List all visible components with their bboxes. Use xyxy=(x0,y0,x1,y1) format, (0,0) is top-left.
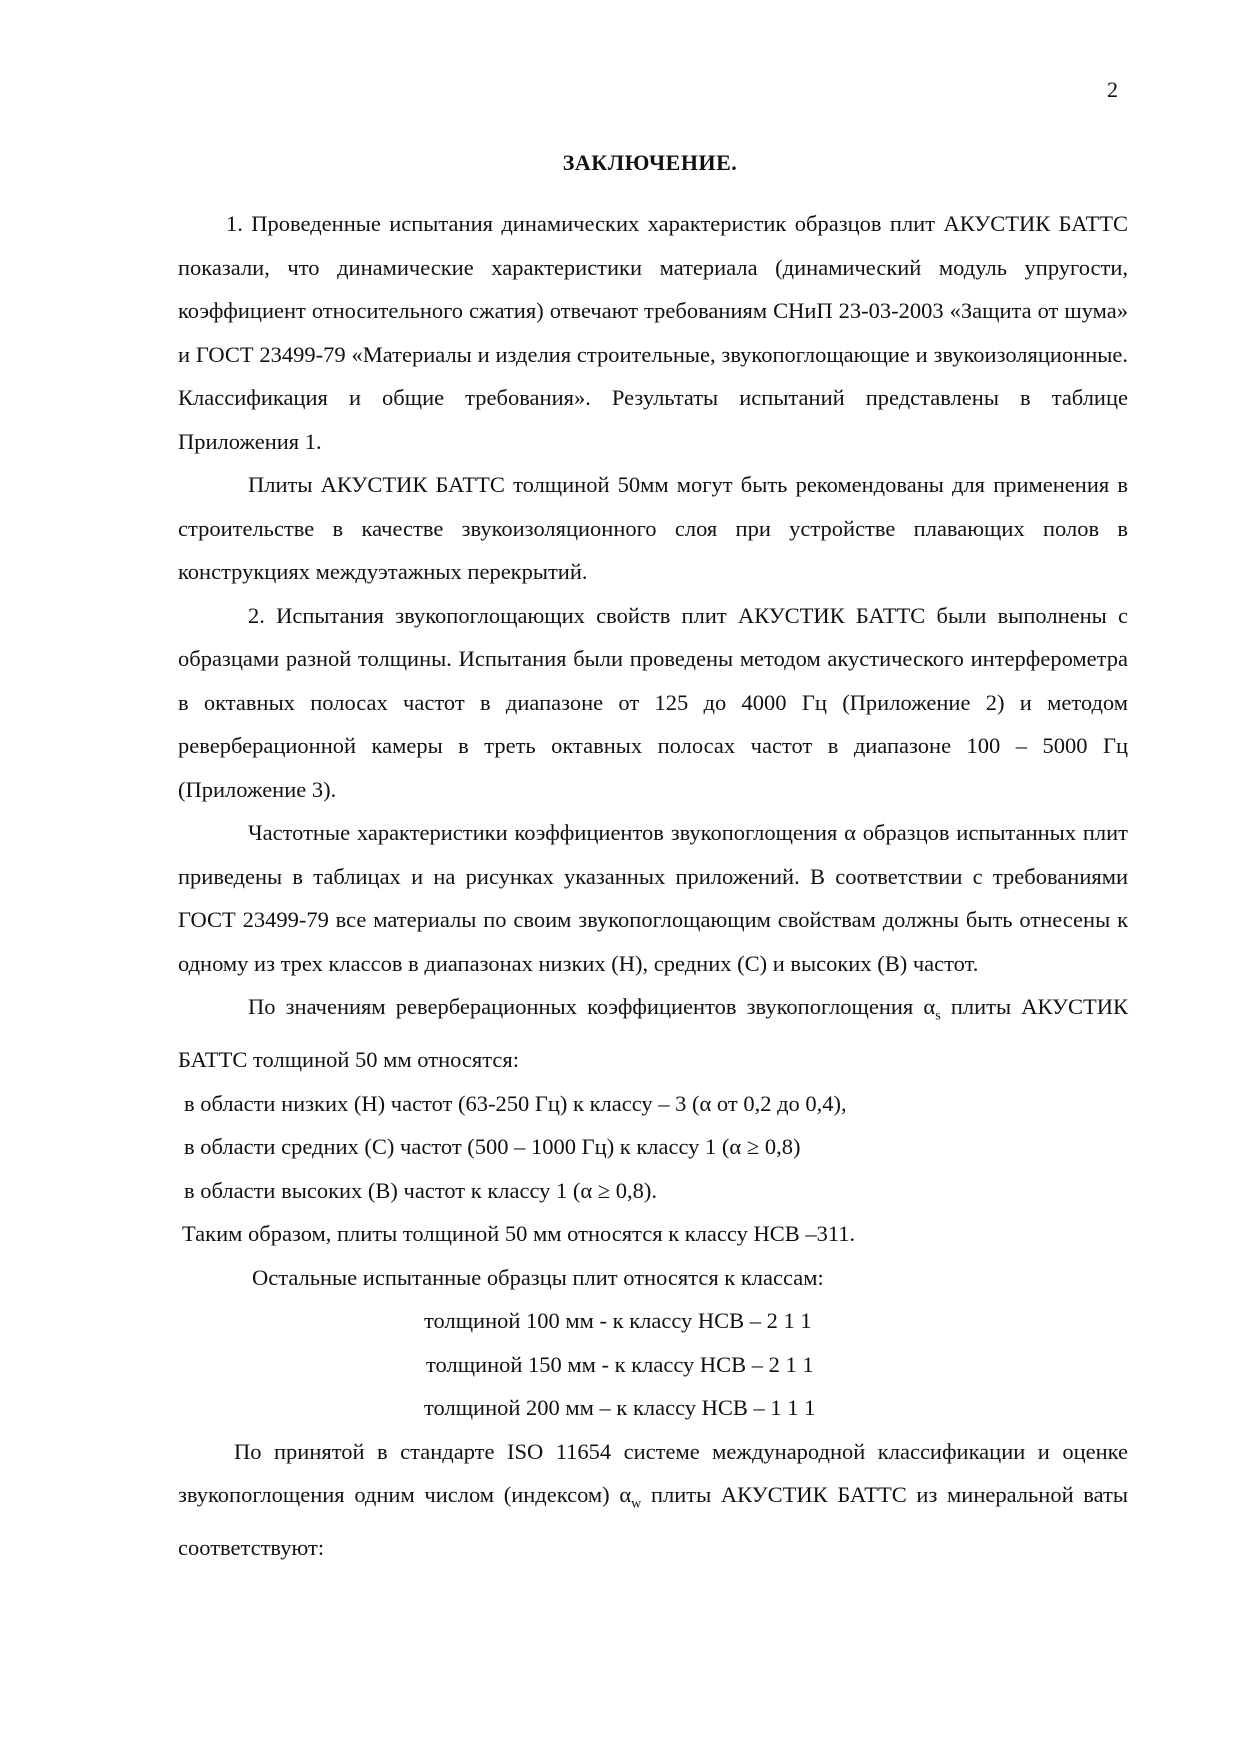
paragraph-absorption-tests: 2. Испытания звукопоглощающих свойств плит АКУСТИК БАТТС были выполнены с образцами разной толщины. Испытания были проведены методом акустического интерферометра в октавных полосах частот в диапазоне от 125 до 4000 Гц (Приложение 2) и методом реверберационной камеры в треть октавных полосах частот в диапазоне 100 – 5000 Гц (Приложение 3). xyxy=(178,602,1128,802)
iso-text-suffix: плиты АКУСТИК БАТТС из минеральной ваты соответствуют: xyxy=(178,1482,1128,1560)
class-line-100mm: толщиной 100 мм - к классу НСВ – 2 1 1 xyxy=(424,1308,812,1333)
line-summary-class: Таким образом, плиты толщиной 50 мм относятся к классу НСВ –311. xyxy=(182,1221,856,1246)
class-line-200mm: толщиной 200 мм – к классу НСВ – 1 1 1 xyxy=(424,1395,816,1420)
class-line-150mm: толщиной 150 мм - к классу НСВ – 2 1 1 xyxy=(426,1351,814,1377)
paragraph-iso-classification xyxy=(178,1430,1128,1570)
line-high-frequencies: в области высоких (В) частот к классу 1 (α ≥ 0,8). xyxy=(184,1177,658,1203)
line-low-frequencies: в области низких (Н) частот (63-250 Гц) к классу – 3 (α от 0,2 до 0,4), xyxy=(184,1090,847,1116)
iso-text-prefix: По принятой в стандарте ISO 11654 системе международной классификации и оценке звукопоглощения одним числом (индексом) α xyxy=(178,1438,1128,1507)
body-text xyxy=(178,202,1128,1570)
reverb-text-suffix: плиты АКУСТИК БАТТС толщиной 50 мм относятся: xyxy=(178,994,1128,1072)
alpha-s-subscript: s xyxy=(935,1008,941,1024)
paragraph-recommendation: Плиты АКУСТИК БАТТС толщиной 50мм могут быть рекомендованы для применения в строительстве в качестве звукоизоляционного слоя при устройстве плавающих полов в конструкциях междуэтажных перекрытий. xyxy=(178,472,1128,584)
reverb-text-prefix: По значениям реверберационных коэффициентов звукопоглощения α xyxy=(248,994,936,1019)
paragraph-reverb-coefficients xyxy=(178,985,1128,1082)
paragraph-frequency-characteristics: Частотные характеристики коэффициентов звукопоглощения α образцов испытанных плит приведены в таблицах и на рисунках указанных приложений. В соответствии с требованиями ГОСТ 23499-79 все материалы по своим звукопоглощающим свойствам должны быть отнесены к одному из трех классов в диапазонах низких (Н), средних (С) и высоких (В) частот. xyxy=(178,820,1128,976)
line-mid-frequencies: в области средних (С) частот (500 – 1000 Гц) к классу 1 (α ≥ 0,8) xyxy=(184,1134,801,1159)
page-title: ЗАКЛЮЧЕНИЕ. xyxy=(562,150,738,175)
line-other-samples: Остальные испытанные образцы плит относятся к классам: xyxy=(252,1264,824,1290)
page-number: 2 xyxy=(1107,77,1118,102)
paragraph-dynamic-tests: 1. Проведенные испытания динамических характеристик образцов плит АКУСТИК БАТТС показали, что динамические характеристики материала (динамический модуль упругости, коэффициент относительного сжатия) отвечают требованиям СНиП 23-03-2003 «Защита от шума» и ГОСТ 23499-79 «Материалы и изделия строительные, звукопоглощающие и звукоизоляционные. Классификация и общие требования». Результаты испытаний представлены в таблице Приложения 1. xyxy=(178,211,1128,454)
alpha-w-subscript: w xyxy=(631,1496,642,1512)
